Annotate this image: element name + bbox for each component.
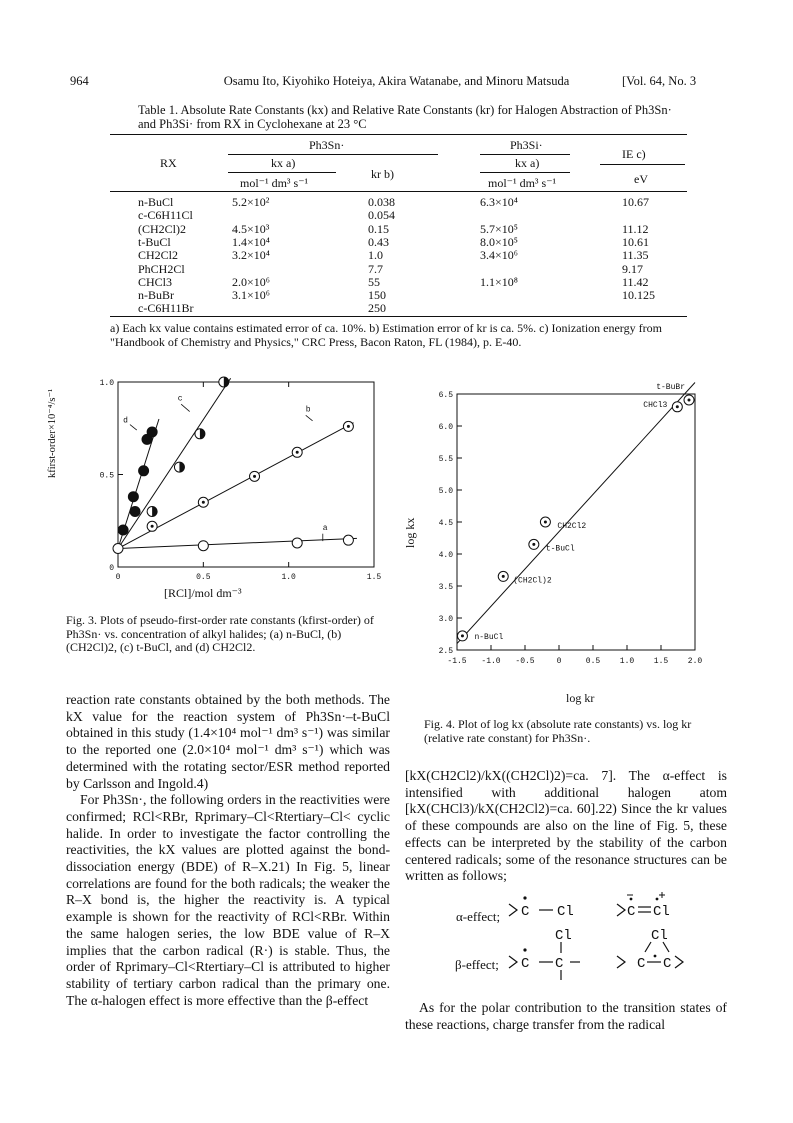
fig3-ytick-label: 1.0 bbox=[99, 379, 114, 388]
group-header-sn: Ph3Sn· bbox=[309, 138, 345, 152]
fig3-point-b-dot bbox=[347, 425, 350, 428]
fig4-point-label: t-BuBr bbox=[656, 383, 685, 392]
table-cell-kr: 250 bbox=[368, 301, 386, 316]
fig4-xtick-label: -1.0 bbox=[481, 657, 501, 666]
alpha-bond-lines-1 bbox=[509, 904, 517, 916]
table-cell-ie: 9.17 bbox=[622, 261, 643, 276]
fig4-point-dot bbox=[502, 575, 505, 578]
left-paragraph-1: reaction rate constants obtained by the both methods. The kX value for the reaction system of Ph3Sn·–t-BuCl obtained in this study (1.4×10⁴ mol⁻¹ dm³ s⁻¹) was similar to the reported one (2.0×10⁴ mol⁻¹ dm³ s⁻¹) which was determined with the rotating sector/ESR method reported by Carlsson and Ingold.4) bbox=[66, 692, 390, 791]
fig3-line-label-b: b bbox=[305, 405, 311, 415]
alpha-bond-lines-2 bbox=[617, 904, 625, 916]
table-cell-kx_si: 5.7×10⁵ bbox=[480, 221, 518, 236]
beta-cl-1: Cl bbox=[555, 928, 572, 944]
fig3-label-arrow-b bbox=[306, 415, 313, 421]
table-cell-kx_si: 1.1×10⁸ bbox=[480, 274, 518, 289]
fig3-point-a bbox=[292, 538, 302, 548]
col-kx-si: kx a) bbox=[515, 156, 540, 170]
alpha-cl-2: Cl bbox=[653, 904, 670, 920]
fig3-chart bbox=[55, 370, 395, 610]
fig3-xtick-label: 1.0 bbox=[281, 573, 296, 582]
table-cell-kx_sn: 3.1×10⁶ bbox=[232, 288, 270, 303]
alpha-minus-dot bbox=[630, 898, 633, 901]
resonance-structures bbox=[505, 890, 695, 985]
si-group-rule bbox=[480, 154, 570, 155]
table-cell-rx: c-C6H11Cl bbox=[138, 208, 193, 223]
fig4-xtick-label: 0 bbox=[556, 657, 562, 666]
fig3-line-label-c: c bbox=[177, 394, 183, 404]
beta-cl-2: Cl bbox=[651, 928, 668, 944]
table-cell-rx: PhCH2Cl bbox=[138, 261, 185, 276]
fig4-point-dot bbox=[544, 521, 547, 524]
fig4-point-dot bbox=[461, 634, 464, 637]
fig4-xtick-label: 2.0 bbox=[687, 657, 703, 666]
table-cell-rx: CH2Cl2 bbox=[138, 248, 179, 263]
fig4-xtick-label: -0.5 bbox=[515, 657, 535, 666]
fig3-point-a bbox=[198, 541, 208, 551]
beta-bridge-dot bbox=[654, 955, 657, 958]
fig4-ytick-label: 3.0 bbox=[438, 615, 453, 624]
fig4-ytick-label: 4.5 bbox=[438, 519, 453, 528]
group-header-si: Ph3Si· bbox=[510, 138, 543, 152]
table-caption: Table 1. Absolute Rate Constants (kx) and Relative Rate Constants (kr) for Halogen Abstraction of Ph3Sn· and Ph3Si· from RX in Cyclohexane at 23 °C bbox=[138, 103, 672, 131]
fig4-ytick-label: 3.5 bbox=[438, 583, 453, 592]
beta-c-1: C bbox=[521, 956, 530, 972]
beta-c-3: C bbox=[637, 956, 646, 972]
fig4-caption: Fig. 4. Plot of log kx (absolute rate constants) vs. log kr (relative rate constant) for Ph3Sn·. bbox=[424, 717, 692, 745]
table-cell-kx_si: 3.4×10⁶ bbox=[480, 248, 518, 263]
table-cell-ie: 11.42 bbox=[622, 274, 649, 289]
fig4-markers bbox=[457, 382, 695, 643]
unit-si: mol⁻¹ dm³ s⁻¹ bbox=[488, 176, 557, 190]
fig3-point-b-dot bbox=[296, 451, 299, 454]
fig4-point-label: CH2Cl2 bbox=[557, 522, 587, 531]
beta-bond-lines-2 bbox=[617, 956, 625, 968]
fig4-point-label: n-BuCl bbox=[474, 632, 504, 642]
right-paragraph-2-text: As for the polar contribution to the transition states of these reactions, charge transfer from the radical bbox=[405, 1000, 727, 1032]
fig3-point-d bbox=[139, 466, 149, 476]
fig4-xlabel: log kr bbox=[566, 691, 595, 705]
fig4-xtick-label: -1.5 bbox=[447, 657, 467, 666]
fig3-point-c-fill bbox=[152, 507, 157, 517]
fig3-ylabel: kfirst-order×10⁻⁴/s⁻¹ bbox=[47, 388, 58, 478]
fig3-caption: Fig. 3. Plots of pseudo-first-order rate constants (kfirst-order) of Ph3Sn· vs. concentration of alkyl halides; (a) n-BuCl, (b) (CH2Cl)2, (c) t-BuCl, and (d) CH2Cl2. bbox=[66, 613, 374, 654]
fig3-point-c-fill bbox=[224, 377, 229, 387]
fig4-ytick-label: 4.0 bbox=[438, 551, 453, 560]
table-cell-kx_sn: 5.2×10² bbox=[232, 195, 270, 209]
table-cell-rx: n-BuBr bbox=[138, 288, 174, 303]
kx-si-rule bbox=[480, 172, 570, 173]
fig3-point-d bbox=[130, 507, 140, 517]
fig4-xtick-label: 1.0 bbox=[619, 657, 635, 666]
fig3-line-a bbox=[118, 538, 357, 548]
left-paragraph-2: For Ph3Sn·, the following orders in the reactivities were confirmed; RCl<RBr, Rprimary–Cl<Rtertiary–Cl< cyclic halide. In order to investigate the factor controlling the reactivities, the kX values are plotted against the bond-dissociation energy (BDE) of R–X.21) In Fig. 5, linear correlations are found for the both radicals; the weaker the R–X bond is, the higher the reactivity is. A typical example is shown for the reactivity of RCl<RBr. Within the same halogen series, the low BDE value of R–X implies that the carbon radical (R·) is stable. Thus, the order of Rprimary–Cl<Rtertiary–Cl is attributed to higher stability of tertiary carbon radical than the primary one. The α-halogen effect is more effective than the β-effect bbox=[66, 792, 390, 1008]
table-cell-kx_si: 6.3×10⁴ bbox=[480, 195, 518, 209]
table-cell-kr: 0.038 bbox=[368, 195, 395, 209]
alpha-c-2: C bbox=[627, 904, 636, 920]
table-footnotes: a) Each kx value contains estimated error of ca. 10%. b) Estimation error of kr is ca. 5%. c) Ionization energy from "Handbook of Chemistry and Physics," CRC Press, Bacon Raton, FL (1984), p. E-40. bbox=[110, 321, 662, 349]
page-number: 964 bbox=[70, 74, 89, 88]
fig3-xlabel: [RCl]/mol dm⁻³ bbox=[164, 586, 242, 600]
fig3-line-label-a: a bbox=[322, 524, 328, 533]
fig4-point-label: t-BuCl bbox=[545, 544, 575, 554]
fig4-ytick-label: 6.5 bbox=[438, 391, 453, 400]
table-cell-kr: 0.43 bbox=[368, 234, 389, 249]
fig3-point-a bbox=[343, 535, 353, 545]
table-cell-rx: c-C6H11Br bbox=[138, 301, 194, 316]
fig4-fit-line bbox=[457, 382, 695, 643]
fig4-chart bbox=[405, 380, 725, 700]
table-cell-kx_si: 8.0×10⁵ bbox=[480, 234, 518, 249]
fig4-ylabel: log kx bbox=[403, 517, 417, 548]
journal-volume: [Vol. 64, No. 3 bbox=[622, 74, 697, 88]
fig3-point-d bbox=[147, 427, 157, 437]
fig3-axes bbox=[100, 379, 382, 582]
fig3-markers bbox=[113, 377, 353, 554]
fig3-line-label-d: d bbox=[123, 416, 128, 426]
beta-c-2: C bbox=[555, 956, 564, 972]
fig3-point-a bbox=[113, 544, 123, 554]
fig3-xtick-label: 1.5 bbox=[366, 573, 382, 582]
fig3-point-d bbox=[128, 492, 138, 502]
table-bottom-rule bbox=[110, 316, 687, 317]
fig3-ytick-label: 0 bbox=[109, 564, 114, 573]
table-cell-rx: t-BuCl bbox=[138, 234, 171, 249]
fig3-point-b-dot bbox=[253, 475, 256, 478]
fig4-point-dot bbox=[688, 399, 691, 402]
alpha-radical-dot bbox=[523, 896, 526, 899]
col-rx: RX bbox=[160, 156, 177, 170]
beta-c-4: C bbox=[663, 956, 672, 972]
alpha-cl-1: Cl bbox=[557, 904, 574, 920]
fig4-ytick-label: 5.0 bbox=[438, 487, 453, 496]
fig3-point-c-fill bbox=[200, 429, 205, 439]
table-cell-kx_sn: 1.4×10⁴ bbox=[232, 234, 270, 249]
table-cell-ie: 10.67 bbox=[622, 195, 649, 209]
right-paragraph-1: [kX(CH2Cl2)/kX((CH2Cl)2)=ca. 7]. The α-effect is intensified with additional halogen atom [kX(CHCl3)/kX(CH2Cl2)=ca. 60].22) Since the kr values of these compounds are also on the line of Fig. 5, these effects can be interpreted by the stability of the carbon centered radicals; some of the resonance structures can be written as follows; bbox=[405, 768, 727, 884]
fig3-ytick-label: 0.5 bbox=[99, 471, 114, 481]
table-cell-kx_sn: 3.2×10⁴ bbox=[232, 248, 270, 263]
table-cell-rx: n-BuCl bbox=[138, 195, 174, 209]
fig3-point-d bbox=[118, 525, 128, 535]
beta-bond-lines-1 bbox=[509, 956, 517, 968]
fig3-line-c bbox=[118, 378, 231, 548]
sn-group-rule bbox=[228, 154, 438, 155]
col-kx-sn: kx a) bbox=[271, 156, 296, 170]
table-cell-kr: 0.054 bbox=[368, 208, 395, 223]
col-ie: IE c) bbox=[622, 147, 646, 161]
table-cell-kx_sn: 4.5×10³ bbox=[232, 221, 270, 236]
table-header-rule bbox=[110, 191, 687, 192]
beta-bond-lines-3 bbox=[675, 956, 683, 968]
fig4-point-dot bbox=[676, 405, 679, 408]
beta-radical-dot bbox=[523, 948, 526, 951]
fig3-point-c-fill bbox=[179, 462, 184, 472]
unit-sn: mol⁻¹ dm³ s⁻¹ bbox=[240, 176, 309, 190]
fig4-ytick-label: 5.5 bbox=[438, 455, 453, 464]
unit-ev: eV bbox=[634, 172, 648, 186]
running-authors: Osamu Ito, Kiyohiko Hoteiya, Akira Watanabe, and Minoru Matsuda bbox=[223, 74, 570, 88]
table-cell-kr: 7.7 bbox=[368, 261, 383, 276]
alpha-c-1: C bbox=[521, 904, 530, 920]
alpha-plus-dot bbox=[656, 898, 659, 901]
col-kr: kr b) bbox=[371, 167, 394, 181]
fig4-ytick-label: 6.0 bbox=[438, 423, 453, 432]
table-cell-ie: 11.12 bbox=[622, 221, 649, 236]
fig4-point-label: (CH2Cl)2 bbox=[513, 576, 552, 586]
fig3-point-b-dot bbox=[151, 525, 154, 528]
fig4-ytick-label: 2.5 bbox=[438, 647, 453, 656]
table-cell-ie: 11.35 bbox=[622, 248, 649, 263]
table-cell-rx: (CH2Cl)2 bbox=[138, 221, 186, 236]
fig3-point-b-dot bbox=[202, 501, 205, 504]
table-cell-kx_sn: 2.0×10⁶ bbox=[232, 274, 270, 289]
fig3-label-arrow-d bbox=[130, 425, 137, 431]
fig4-xtick-label: 0.5 bbox=[585, 657, 601, 666]
table-top-rule bbox=[110, 134, 687, 135]
table-cell-rx: CHCl3 bbox=[138, 274, 173, 289]
beta-effect-label: β-effect; bbox=[455, 957, 499, 972]
fig3-label-arrow-c bbox=[181, 404, 190, 411]
table-cell-ie: 10.125 bbox=[622, 288, 655, 303]
fig4-point-label: CHCl3 bbox=[643, 400, 668, 410]
fig3-xtick-label: 0.5 bbox=[196, 573, 211, 582]
table-cell-ie: 10.61 bbox=[622, 234, 649, 249]
left-column bbox=[66, 692, 390, 1009]
fig3-xtick-label: 0 bbox=[115, 573, 121, 582]
fig4-xtick-label: 1.5 bbox=[653, 657, 669, 666]
fig4-point-dot bbox=[532, 543, 535, 546]
ie-rule bbox=[600, 164, 685, 165]
right-paragraph-2 bbox=[405, 1000, 727, 1033]
table-cell-kr: 0.15 bbox=[368, 221, 389, 236]
alpha-effect-label: α-effect; bbox=[456, 909, 501, 924]
table-cell-kr: 1.0 bbox=[368, 248, 383, 263]
kx-sn-rule bbox=[228, 172, 336, 173]
table-cell-kr: 55 bbox=[368, 274, 380, 289]
table-cell-kr: 150 bbox=[368, 288, 386, 303]
